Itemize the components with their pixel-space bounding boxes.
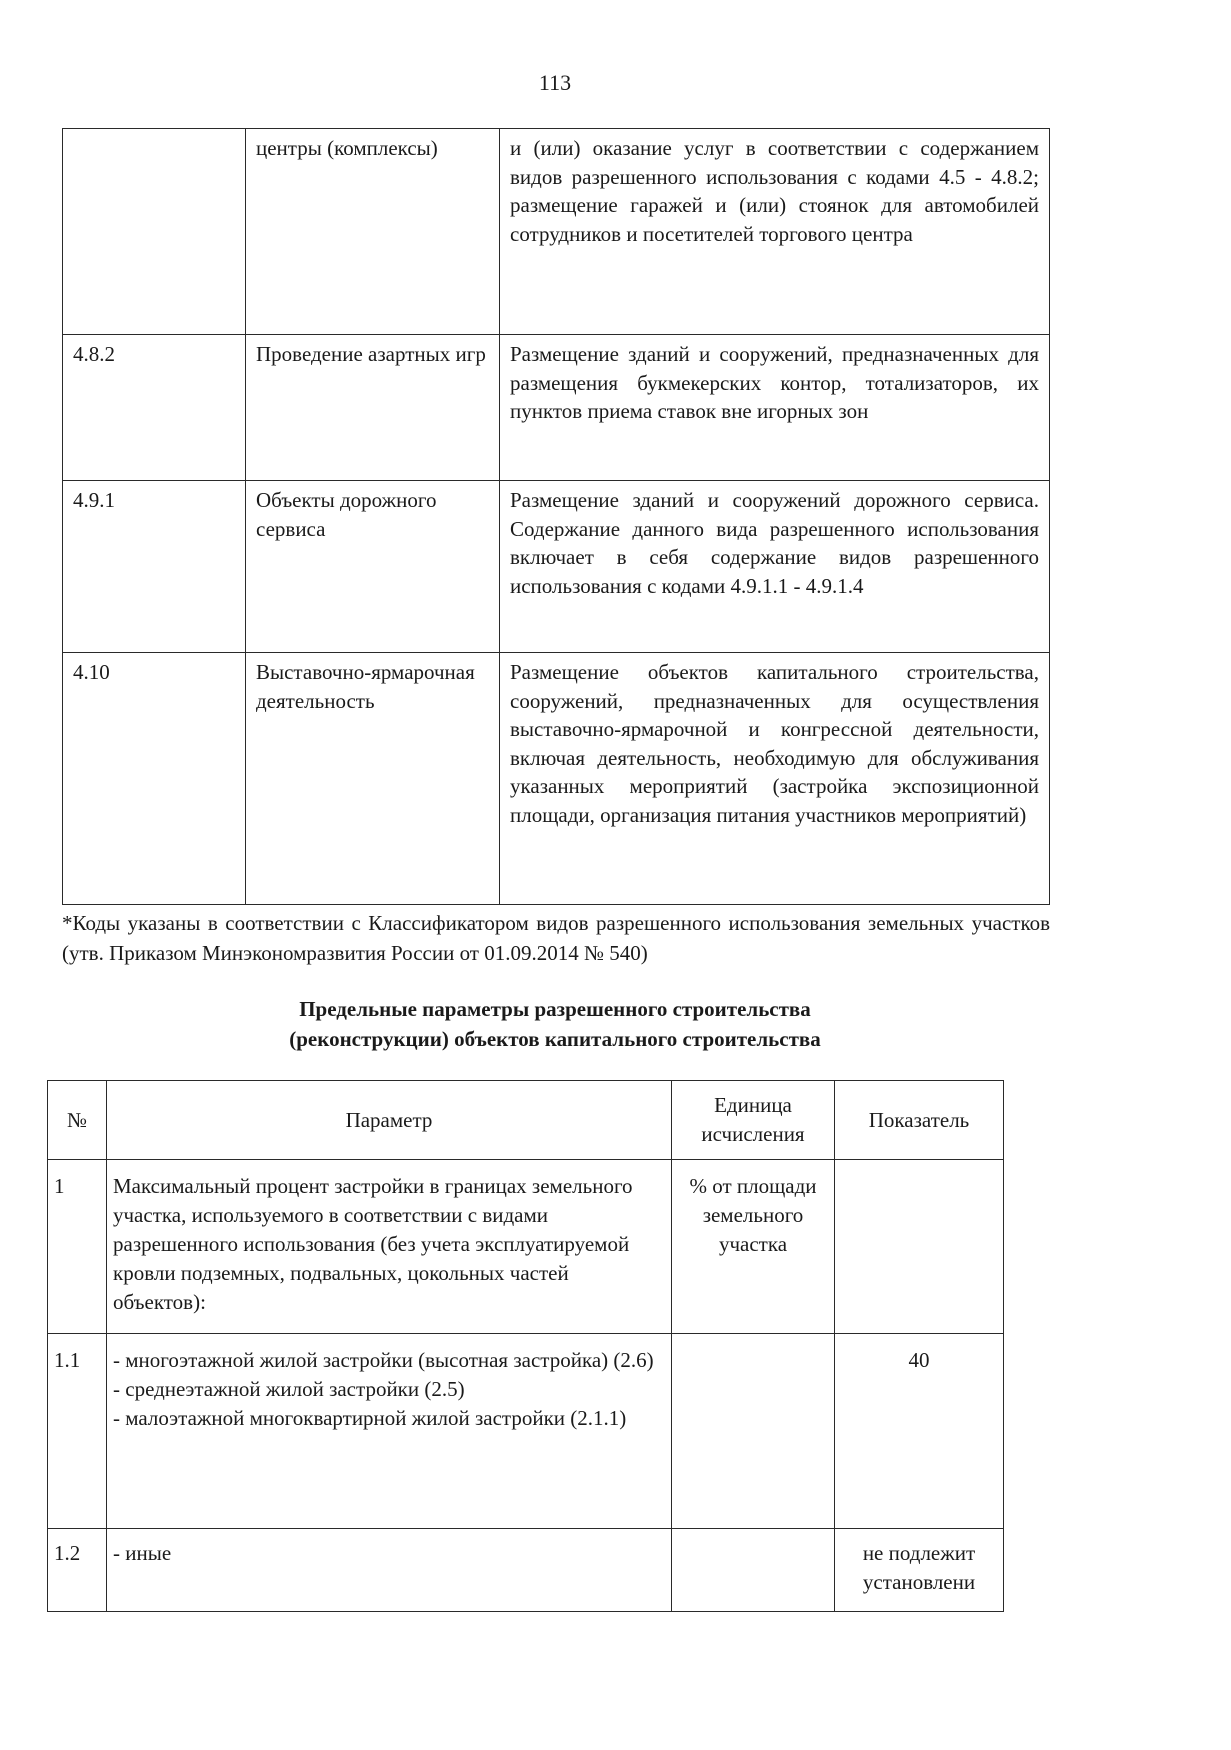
name-cell: Проведение азартных игр bbox=[246, 335, 500, 481]
param-line: Максимальный процент застройки в границах земельного участка, используемого в соответствии с видами разрешенного использования (без учета эксплуатируемой кровли подземных, подвальных, цокольных частей объектов): bbox=[113, 1174, 633, 1314]
param-line: - иные bbox=[113, 1541, 172, 1565]
parameters-table bbox=[47, 1080, 1004, 1612]
table-row bbox=[63, 129, 1050, 335]
code-cell: 4.10 bbox=[63, 653, 246, 905]
table-row bbox=[48, 1334, 1004, 1529]
unit-cell bbox=[672, 1529, 835, 1612]
value-cell bbox=[835, 1160, 1004, 1334]
unit-cell: % от площади земельного участка bbox=[672, 1160, 835, 1334]
num-cell: 1.1 bbox=[48, 1334, 107, 1529]
code-cell: 4.9.1 bbox=[63, 481, 246, 653]
param-line: - среднеэтажной жилой застройки (2.5) bbox=[113, 1377, 465, 1401]
header-unit: Единица исчисления bbox=[672, 1081, 835, 1160]
description-cell: Размещение зданий и сооружений дорожного сервиса. Содержание данного вида разрешенного использования включает в себя содержание видов разрешенного использования с кодами 4.9.1.1 - 4.9.1.4 bbox=[500, 481, 1050, 653]
section-title-line-2: (реконструкции) объектов капитального строительства bbox=[289, 1027, 821, 1051]
description-cell: Размещение зданий и сооружений, предназначенных для размещения букмекерских контор, тотализаторов, их пунктов приема ставок вне игорных зон bbox=[500, 335, 1050, 481]
section-title-line-1: Предельные параметры разрешенного строительства bbox=[299, 997, 811, 1021]
table-row bbox=[48, 1160, 1004, 1334]
header-row bbox=[48, 1081, 1004, 1160]
header-param: Параметр bbox=[107, 1081, 672, 1160]
table-row bbox=[63, 481, 1050, 653]
param-cell bbox=[107, 1529, 672, 1612]
param-cell bbox=[107, 1160, 672, 1334]
section-title bbox=[0, 994, 1110, 1054]
header-value: Показатель bbox=[835, 1081, 1004, 1160]
unit-cell bbox=[672, 1334, 835, 1529]
table-row bbox=[63, 653, 1050, 905]
code-cell: 4.8.2 bbox=[63, 335, 246, 481]
param-cell bbox=[107, 1334, 672, 1529]
page-number: 113 bbox=[538, 70, 572, 95]
num-cell: 1.2 bbox=[48, 1529, 107, 1612]
name-cell: центры (комплексы) bbox=[246, 129, 500, 335]
table-row bbox=[48, 1529, 1004, 1612]
footnote: *Коды указаны в соответствии с Классификатором видов разрешенного использования земельных участков (утв. Приказом Минэкономразвития России от 01.09.2014 № 540) bbox=[62, 911, 1050, 965]
name-cell: Выставочно-ярмарочная деятельность bbox=[246, 653, 500, 905]
name-cell: Объекты дорожного сервиса bbox=[246, 481, 500, 653]
param-line: - многоэтажной жилой застройки (высотная застройка) (2.6) bbox=[113, 1348, 654, 1372]
land-use-table bbox=[62, 128, 1050, 905]
value-cell: не подлежит установлени bbox=[835, 1529, 1004, 1612]
code-cell bbox=[63, 129, 246, 335]
table-row bbox=[63, 335, 1050, 481]
num-cell: 1 bbox=[48, 1160, 107, 1334]
param-line: - малоэтажной многоквартирной жилой застройки (2.1.1) bbox=[113, 1406, 627, 1430]
header-num: № bbox=[48, 1081, 107, 1160]
description-cell: и (или) оказание услуг в соответствии с содержанием видов разрешенного использования с кодами 4.5 - 4.8.2; размещение гаражей и (или) стоянок для автомобилей сотрудников и посетителей торгового центра bbox=[500, 129, 1050, 335]
description-cell: Размещение объектов капитального строительства, сооружений, предназначенных для осуществления выставочно-ярмарочной и конгрессной деятельности, включая деятельность, необходимую для обслуживания указанных мероприятий (застройка экспозиционной площади, организация питания участников мероприятий) bbox=[500, 653, 1050, 905]
value-cell: 40 bbox=[835, 1334, 1004, 1529]
